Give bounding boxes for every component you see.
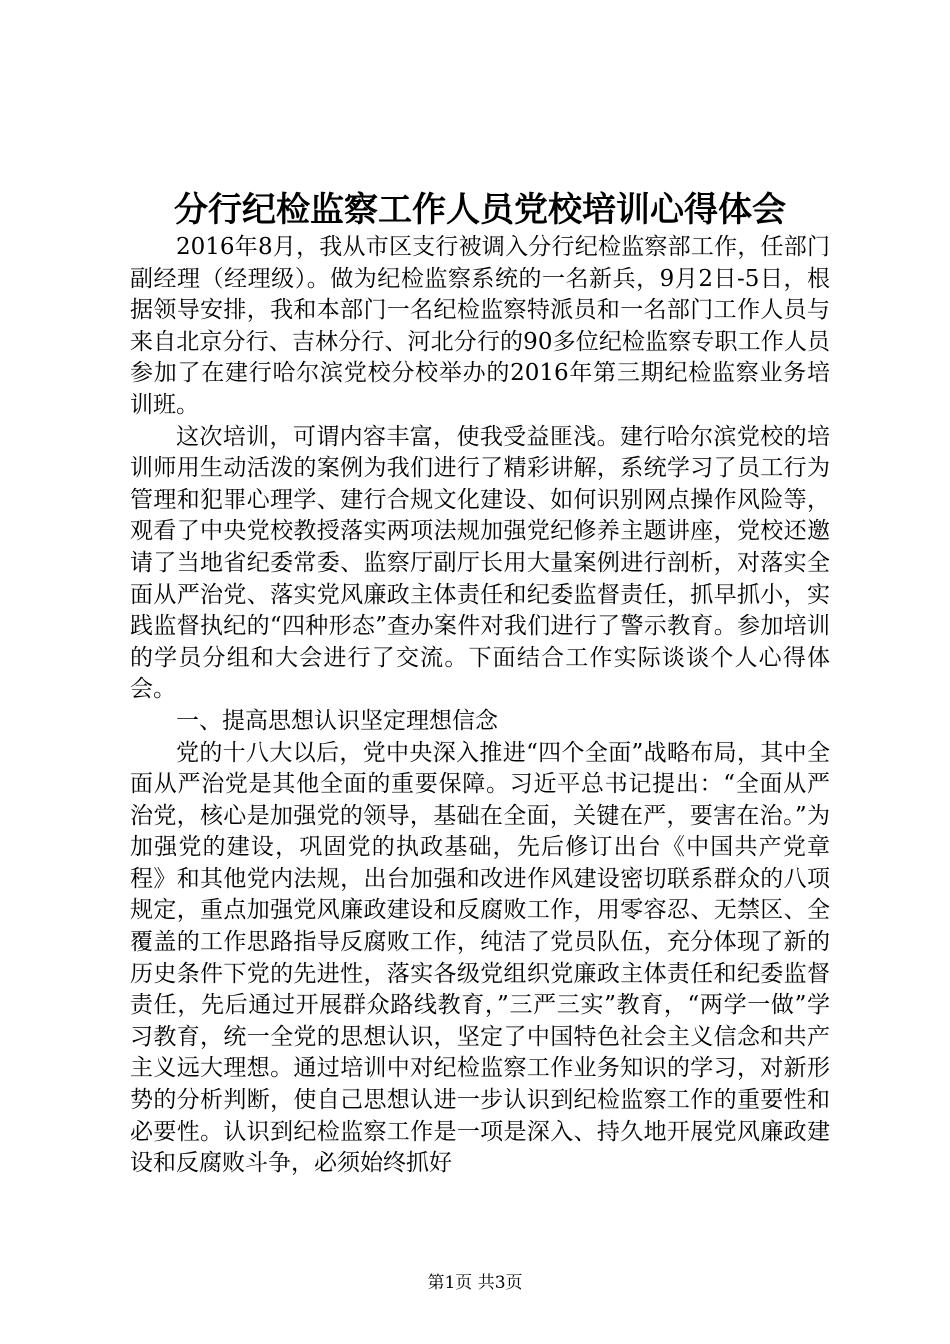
page-footer: 第1页 共3页 — [427, 1273, 523, 1293]
paragraph-section-1: 党的十八大以后，党中央深入推进“四个全面”战略布局，其中全面从严治党是其他全面的重要保障。习近平总书记提出：“全面从严治党，核心是加强党的领导，基础在全面，关键在严，要害在治。”为加强党的建设，巩固党的执政基础，先后修订出台《中国共产党章程》和其他党内法规，出台加强和改进作风建设密切联系群众的八项规定，重点加强党风廉政建设和反腐败工作，用零容忍、无禁区、全覆盖的工作思路指导反腐败工作，纯洁了党员队伍，充分体现了新的历史条件下党的先进性，落实各级党组织党廉政主体责任和纪委监督责任，先后通过开展群众路线教育，”三严三实”教育，“两学一做”学习教育，统一全党的思想认识，坚定了中国特色社会主义信念和共产主义远大理想。通过培训中对纪检监察工作业务知识的学习，对新形势的分析判断，使自己思想认进一步认识到纪检监察工作的重要性和必要性。认识到纪检监察工作是一项是深入、持久地开展党风廉政建设和反腐败斗争，必须始终抓好 — [130, 739, 830, 1177]
section-heading-1: 一、提高思想认识坚定理想信念 — [176, 707, 498, 734]
document-title: 分行纪检监察工作人员党校培训心得体会 — [174, 190, 786, 230]
paragraph-training: 这次培训，可谓内容丰富，使我受益匪浅。建行哈尔滨党校的培训师用生动活泼的案例为我们进行了精彩讲解，系统学习了员工行为管理和犯罪心理学、建行合规文化建设、如何识别网点操作风险等，观看了中央党校教授落实两项法规加强党纪修养主题讲座，党校还邀请了当地省纪委常委、监察厅副厅长用大量案例进行剖析，对落实全面从严治党、落实党风廉政主体责任和纪委监督责任，抓早抓小，实践监督执纪的“四种形态”查办案件对我们进行了警示教育。参加培训的学员分组和大会进行了交流。下面结合工作实际谈谈个人心得体会。 — [130, 423, 830, 703]
paragraph-intro: 2016年8月，我从市区支行被调入分行纪检监察部工作，任部门副经理（经理级）。做为纪检监察系统的一名新兵，9月2日-5日，根据领导安排，我和本部门一名纪检监察特派员和一名部门工作人员与来自北京分行、吉林分行、河北分行的90多位纪检监察专职工作人员参加了在建行哈尔滨党校分校举办的2016年第三期纪检监察业务培训班。 — [130, 234, 830, 418]
document-body — [130, 232, 830, 1180]
